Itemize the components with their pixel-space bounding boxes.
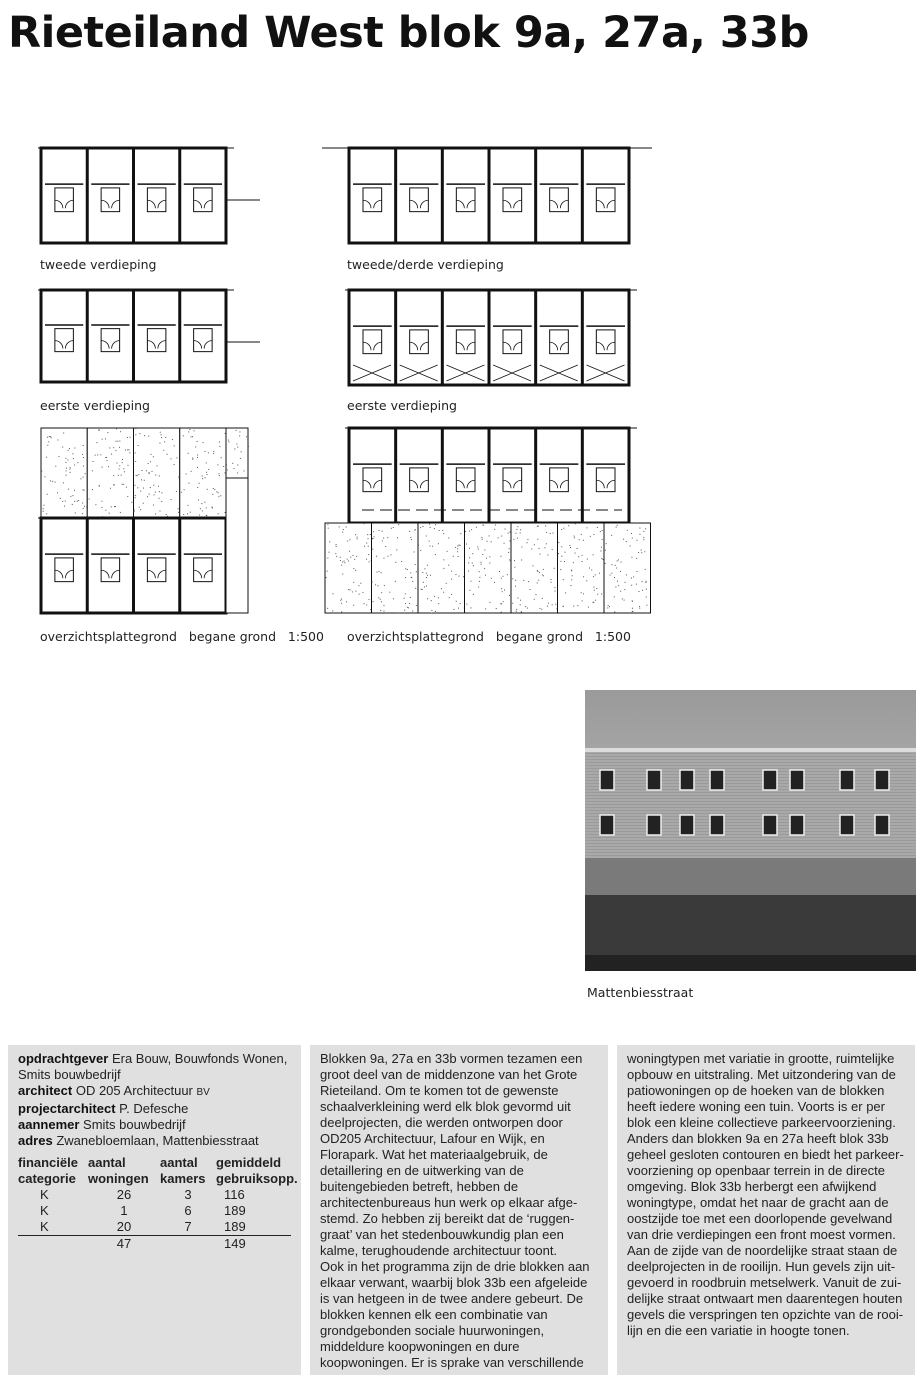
caption-left-first-floor: eerste verdieping <box>40 398 150 413</box>
project-info-panel <box>8 1045 301 1375</box>
credit-client: opdrachtgever Era Bouw, Bouwfonds Wonen, Smits bouwbedrijf <box>18 1051 288 1082</box>
caption-right-ground: overzichtsplattegrond begane grond 1:500 <box>347 629 631 644</box>
floor-plan-right-ground <box>322 424 652 624</box>
table-header: aantal kamers <box>160 1155 206 1186</box>
credit-address: adres Zwanebloemlaan, Mattenbiesstraat <box>18 1133 259 1148</box>
caption-right-second-third-floor: tweede/derde verdieping <box>347 257 504 272</box>
floor-plan-right-first-floor <box>322 282 652 390</box>
caption-left-ground: overzichtsplattegrond begane grond 1:500 <box>40 629 324 644</box>
floor-plan-left-first-floor <box>38 282 263 390</box>
table-row: K 1 6 189 <box>40 1203 246 1218</box>
table-row: K 20 7 189 <box>40 1219 246 1234</box>
credit-contractor: aannemer Smits bouwbedrijf <box>18 1117 186 1132</box>
building-photo <box>585 690 916 971</box>
housing-table <box>18 1155 298 1252</box>
table-row: K 26 3 116 <box>40 1187 245 1202</box>
floor-plan-left-ground <box>38 424 263 624</box>
credit-architect: architect OD 205 Architectuur BV <box>18 1083 210 1098</box>
floor-plan-right-second-third-floor <box>322 140 652 250</box>
caption-left-second-floor: tweede verdieping <box>40 257 157 272</box>
table-header: gemiddeld gebruiksopp. <box>216 1155 298 1186</box>
page-title: Rieteiland West blok 9a, 27a, 33b <box>8 8 809 58</box>
credit-project-architect: projectarchitect P. Defesche <box>18 1101 189 1116</box>
text-column-1: Blokken 9a, 27a en 33b vormen tezamen een groot deel van de middenzone van het Grote Rieteiland. Om te komen tot de gewenste schaalverkleining werd elk blok gevormd uit deelprojecten, die werden ontworpen door OD205 Architectuur, Lafour en Wijk, en Florapark. Wat het materiaalgebruik, de detaillering en de uitwerking van de buitengebieden betreft, hebben de architectenbureaus hun werk op elkaar afgestemd. Zo hebben zij bereikt dat de ‘ruggengraat’ van het stedenbouwkundig plan een kalme, terughoudende architectuur toont. Ook in het programma zijn de drie blokken aan elkaar verwant, waarbij blok 33b een afgeleide is van hetgeen in de twee andere gebeurt. De blokken kennen elk een combinatie van grondgebonden sociale huurwoningen, middeldure koopwoningen en dure koopwoningen. Er is sprake van verschillende <box>310 1045 608 1375</box>
table-header: financiële categorie <box>18 1155 78 1186</box>
photo-caption: Mattenbiesstraat <box>587 985 694 1000</box>
text-column-2: woningtypen met variatie in grootte, ruimtelijke opbouw en uitstraling. Met uitzondering van de patiowoningen op de hoeken van de blokken heeft iedere woning een tuin. Voorts is er per blok een kleine collectieve parkeervoorziening. Anders dan blokken 9a en 27a heeft blok 33b geheel gesloten contouren en biedt het parkeervoorziening op openbaar terrein in de directe omgeving. Blok 33b herbergt een afwijkend woningtype, omdat het naar de gracht aan de oostzijde toe met een doorlopende gevelwand van drie verdiepingen een front moest vormen. Aan de zijde van de noordelijke straat staan de deelprojecten in de rooilijn. Hun gevels zijn uitgevoerd in roodbruin metselwerk. Vanuit de zuidelijke straat ontwaart men daarentegen houten gevels die verspringen ten opzichte van de rooilijn en die een variatie in hoogte tonen. <box>617 1045 915 1375</box>
table-row: 47 149 <box>18 1236 291 1253</box>
caption-right-first-floor: eerste verdieping <box>347 398 457 413</box>
floor-plan-left-second-floor <box>38 140 263 250</box>
table-header: aantal woningen <box>88 1155 149 1186</box>
